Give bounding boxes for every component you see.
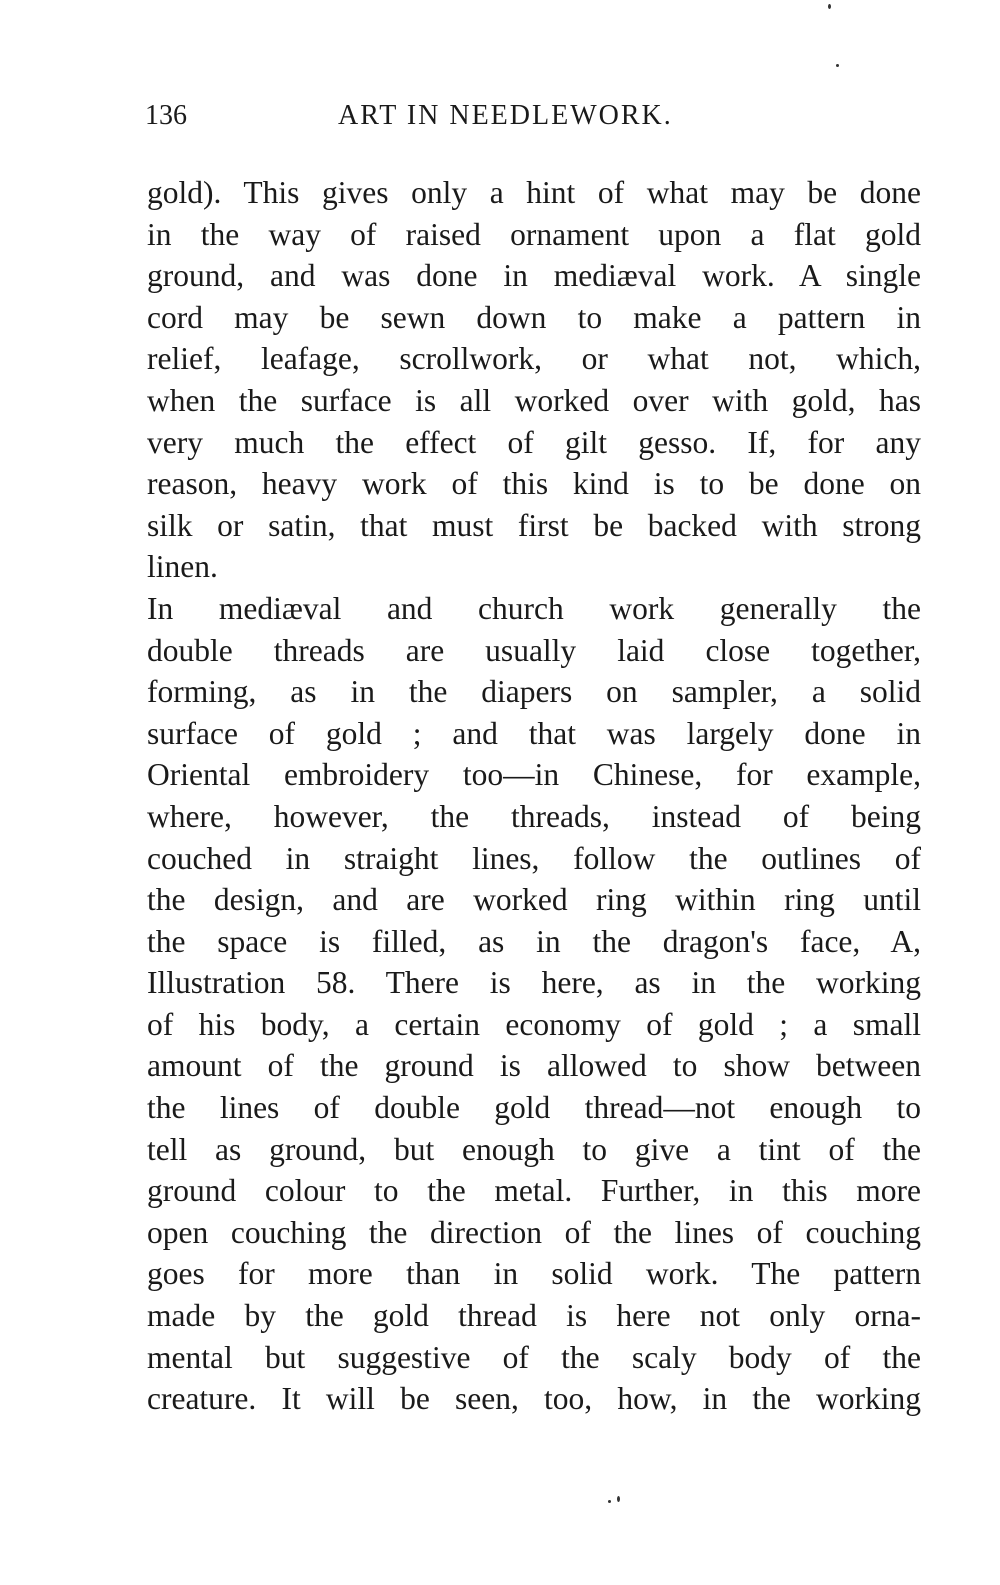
scan-speck (617, 1496, 620, 1502)
text-line: double threads are usually laid close together, (147, 632, 921, 668)
text-line: goes for more than in solid work. The pattern (147, 1256, 921, 1292)
text-line: Oriental embroidery too—in Chinese, for example, (147, 757, 921, 793)
text-line: where, however, the threads, instead of being (147, 798, 921, 834)
scan-speck (836, 64, 839, 67)
scan-speck (828, 4, 831, 9)
text-line: gold). This gives only a hint of what may be done (147, 175, 921, 210)
paragraph-start-line: In mediæval and church work generally the (147, 590, 921, 626)
text-line: creature. It will be seen, too, how, in the working (147, 1381, 921, 1417)
text-line: Illustration 58. There is here, as in the working (147, 965, 921, 1001)
text-line: forming, as in the diapers on sampler, a solid (147, 674, 921, 710)
text-line: surface of gold ; and that was largely done in (147, 715, 921, 751)
text-line: very much the effect of gilt gesso. If, for any (147, 424, 921, 460)
text-line: cord may be sewn down to make a pattern in (147, 299, 921, 335)
page-header (145, 100, 725, 140)
text-line: in the way of raised ornament upon a flat gold (147, 216, 921, 252)
scan-speck (608, 1500, 611, 1503)
text-line: tell as ground, but enough to give a tint of the (147, 1131, 921, 1167)
text-line: ground colour to the metal. Further, in this more (147, 1173, 921, 1209)
text-line: the lines of double gold thread—not enough to (147, 1090, 921, 1126)
text-line: of his body, a certain economy of gold ; a small (147, 1006, 921, 1042)
page-number: 136 (145, 100, 187, 131)
text-line: amount of the ground is allowed to show between (147, 1048, 921, 1084)
body-text (147, 172, 921, 1420)
text-line: ground, and was done in mediæval work. A single (147, 258, 921, 294)
text-line: made by the gold thread is here not only orna- (147, 1298, 921, 1334)
text-line: the space is filled, as in the dragon's face, A, (147, 923, 921, 959)
text-line: reason, heavy work of this kind is to be done on (147, 466, 921, 502)
text-line: open couching the direction of the lines of couching (147, 1214, 921, 1250)
text-line: when the surface is all worked over with gold, has (147, 382, 921, 418)
text-line: couched in straight lines, follow the outlines of (147, 840, 921, 876)
text-line: linen. (147, 549, 218, 585)
text-line: mental but suggestive of the scaly body of the (147, 1339, 921, 1375)
text-line: relief, leafage, scrollwork, or what not, which, (147, 341, 921, 377)
running-title: ART IN NEEDLEWORK. (338, 100, 673, 131)
text-line: silk or satin, that must first be backed with strong (147, 507, 921, 543)
text-line: the design, and are worked ring within ring until (147, 882, 921, 918)
